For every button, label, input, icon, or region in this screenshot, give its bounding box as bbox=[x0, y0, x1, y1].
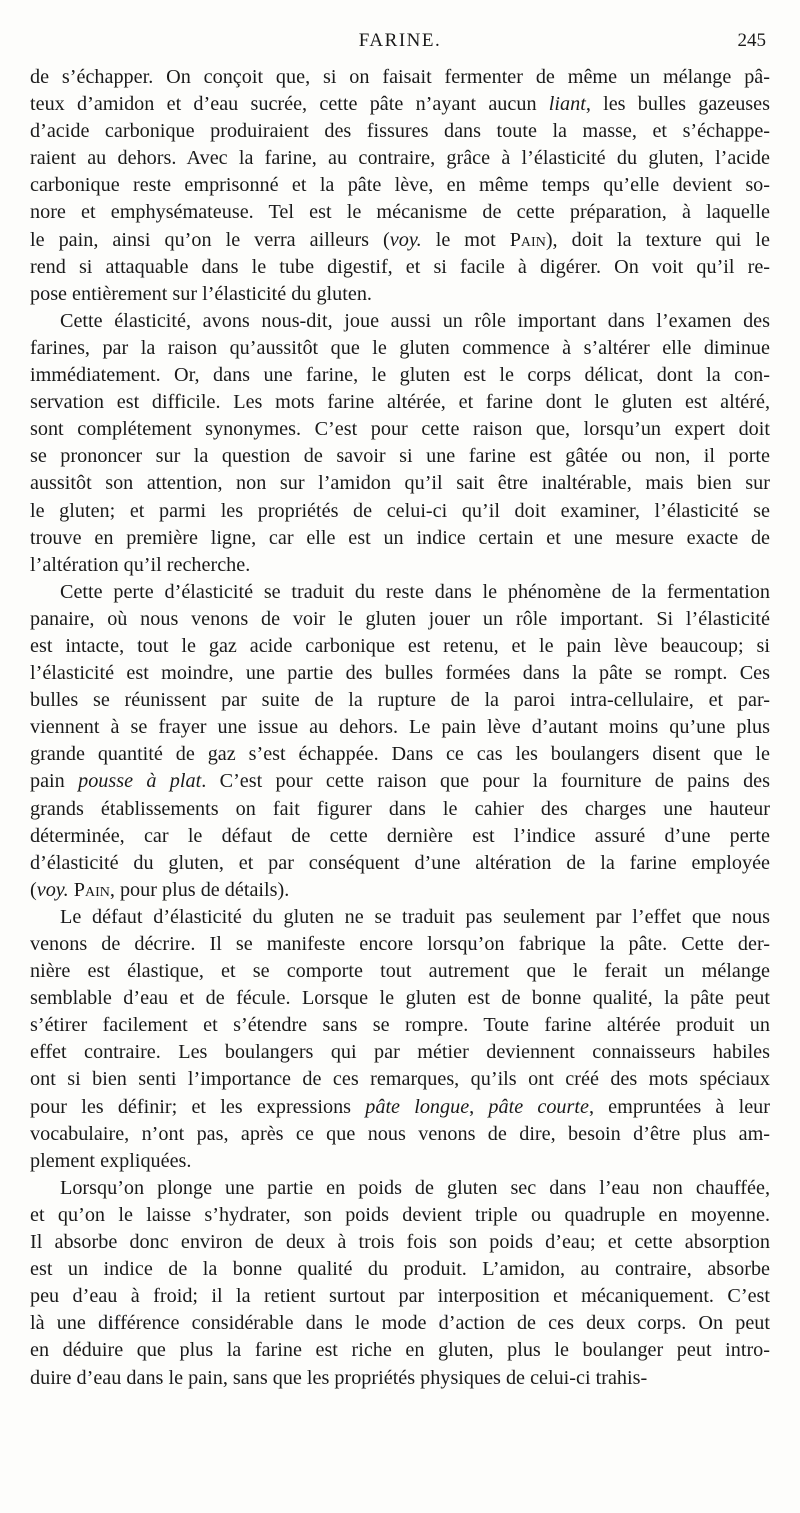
text-line: peu d’eau à froid; il la retient surtout par interposition et mécaniquement. C’est bbox=[30, 1285, 770, 1308]
text-line: semblable d’eau et de fécule. Lorsque le gluten est de bonne qualité, la pâte peut bbox=[30, 987, 770, 1010]
text-line: venons de décrire. Il se manifeste encore lorsqu’on fabrique la pâte. Cette der- bbox=[30, 933, 770, 955]
text-line: est un indice de la bonne qualité du produit. L’amidon, au contraire, absorbe bbox=[30, 1258, 770, 1281]
text-line: vocabulaire, n’ont pas, après ce que nous venons de dire, besoin d’être plus am- bbox=[30, 1122, 770, 1145]
text-line: l’altération qu’il recherche. bbox=[30, 553, 251, 576]
paragraph bbox=[30, 64, 770, 308]
text-line: teux d’amidon et d’eau sucrée, cette pâte n’ayant aucun liant, les bulles gazeuses bbox=[30, 93, 770, 116]
text-line: immédiatement. Or, dans une farine, le gluten est le corps délicat, dont la con- bbox=[30, 364, 770, 387]
text-line: duire d’eau dans le pain, sans que les propriétés physiques de celui-ci trahis- bbox=[30, 1366, 648, 1389]
text-line: l’élasticité est moindre, une partie des bulles formées dans la pâte se rompt. Ces bbox=[30, 662, 770, 685]
text-line: grands établissements on fait figurer dans le cahier des charges une hauteur bbox=[30, 797, 770, 820]
paragraph bbox=[30, 1175, 770, 1392]
text-line: nore et emphysémateuse. Tel est le mécanisme de cette préparation, à laquelle bbox=[30, 201, 770, 224]
text-line: bulles se réunissent par suite de la rupture de la paroi intra-cellulaire, et par- bbox=[30, 689, 770, 712]
text-line: et qu’on le laisse s’hydrater, son poids devient triple ou quadruple en moyenne. bbox=[30, 1203, 770, 1226]
text-line: carbonique reste emprisonné et la pâte lève, en même temps qu’elle devient so- bbox=[30, 174, 770, 197]
text-line: (voy. Pain, pour plus de détails). bbox=[30, 878, 290, 901]
text-line: d’élasticité du gluten, et par conséquent d’une altération de la farine employée bbox=[30, 851, 770, 874]
text-line: Cette perte d’élasticité se traduit du reste dans le phénomène de la fermentation bbox=[60, 580, 770, 603]
text-line: là une différence considérable dans le mode d’action de ces deux corps. On peut bbox=[30, 1312, 770, 1335]
text-line: viennent à se frayer une issue au dehors. Le pain lève d’autant moins qu’une plus bbox=[30, 716, 770, 739]
text-line: de s’échapper. On conçoit que, si on faisait fermenter de même un mélange pâ- bbox=[30, 66, 770, 88]
text-line: Lorsqu’on plonge une partie en poids de gluten sec dans l’eau non chauffée, bbox=[60, 1176, 770, 1199]
text-line: Il absorbe donc environ de deux à trois fois son poids d’eau; et cette absorption bbox=[30, 1231, 770, 1254]
text-line: Le défaut d’élasticité du gluten ne se traduit pas seulement par l’effet que nous bbox=[60, 905, 770, 928]
page-number: 245 bbox=[737, 30, 766, 51]
text-line: est intacte, tout le gaz acide carbonique est retenu, et le pain lève beaucoup; si bbox=[30, 634, 770, 657]
text-line: grande quantité de gaz s’est échappée. Dans ce cas les boulangers disent que le bbox=[30, 743, 770, 766]
text-line: panaire, où nous venons de voir le gluten jouer un rôle important. Si l’élasticité bbox=[30, 607, 770, 630]
text-line: sont complétement synonymes. C’est pour cette raison que, lorsqu’un expert doit bbox=[30, 418, 770, 441]
text-line: farines, par la raison qu’aussitôt que le gluten commence à s’altérer elle diminue bbox=[30, 336, 770, 359]
text-line: le gluten; et parmi les propriétés de celui-ci qu’il doit examiner, l’élasticité se bbox=[30, 499, 770, 522]
text-line: Cette élasticité, avons nous-dit, joue aussi un rôle important dans l’examen des bbox=[60, 309, 770, 332]
text-line: plement expliquées. bbox=[30, 1149, 192, 1172]
paragraph bbox=[30, 579, 770, 904]
text-line: effet contraire. Les boulangers qui par métier deviennent connaisseurs habiles bbox=[30, 1041, 770, 1064]
text-line: pain pousse à plat. C’est pour cette raison que pour la fourniture de pains des bbox=[30, 770, 770, 793]
text-line: en déduire que plus la farine est riche en gluten, plus le boulanger peut intro- bbox=[30, 1339, 770, 1362]
running-title: FARINE. bbox=[358, 30, 442, 51]
text-line: le pain, ainsi qu’on le verra ailleurs (voy. le mot Pain), doit la texture qui le bbox=[30, 228, 770, 251]
text-line: ont si bien senti l’importance de ces remarques, qu’ils ont créé des mots spéciaux bbox=[30, 1068, 770, 1091]
text-line: trouve en première ligne, car elle est un indice certain et une mesure exacte de bbox=[30, 526, 770, 549]
paragraph bbox=[30, 904, 770, 1175]
body-text bbox=[30, 64, 770, 1392]
text-line: aussitôt son attention, non sur l’amidon qu’il sait être inaltérable, mais bien sur bbox=[30, 472, 770, 495]
text-line: d’acide carbonique produiraient des fissures dans toute la masse, et s’échappe- bbox=[30, 120, 770, 143]
text-line: raient au dehors. Avec la farine, au contraire, grâce à l’élasticité du gluten, l’acide bbox=[30, 147, 770, 170]
text-line: pour les définir; et les expressions pâte longue, pâte courte, empruntées à leur bbox=[30, 1095, 770, 1118]
text-line: rend si attaquable dans le tube digestif, et si facile à digérer. On voit qu’il re- bbox=[30, 255, 770, 278]
text-line: pose entièrement sur l’élasticité du gluten. bbox=[30, 282, 372, 305]
text-line: déterminée, car le défaut de cette dernière est l’indice assuré d’une perte bbox=[30, 824, 770, 847]
text-line: nière est élastique, et se comporte tout autrement que le ferait un mélange bbox=[30, 960, 770, 983]
text-line: servation est difficile. Les mots farine altérée, et farine dont le gluten est altéré, bbox=[30, 391, 770, 414]
text-line: se prononcer sur la question de savoir si une farine est gâtée ou non, il porte bbox=[30, 445, 770, 468]
text-line: s’étirer facilement et s’étendre sans se rompre. Toute farine altérée produit un bbox=[30, 1014, 770, 1037]
running-head bbox=[30, 30, 770, 58]
paragraph bbox=[30, 308, 770, 579]
